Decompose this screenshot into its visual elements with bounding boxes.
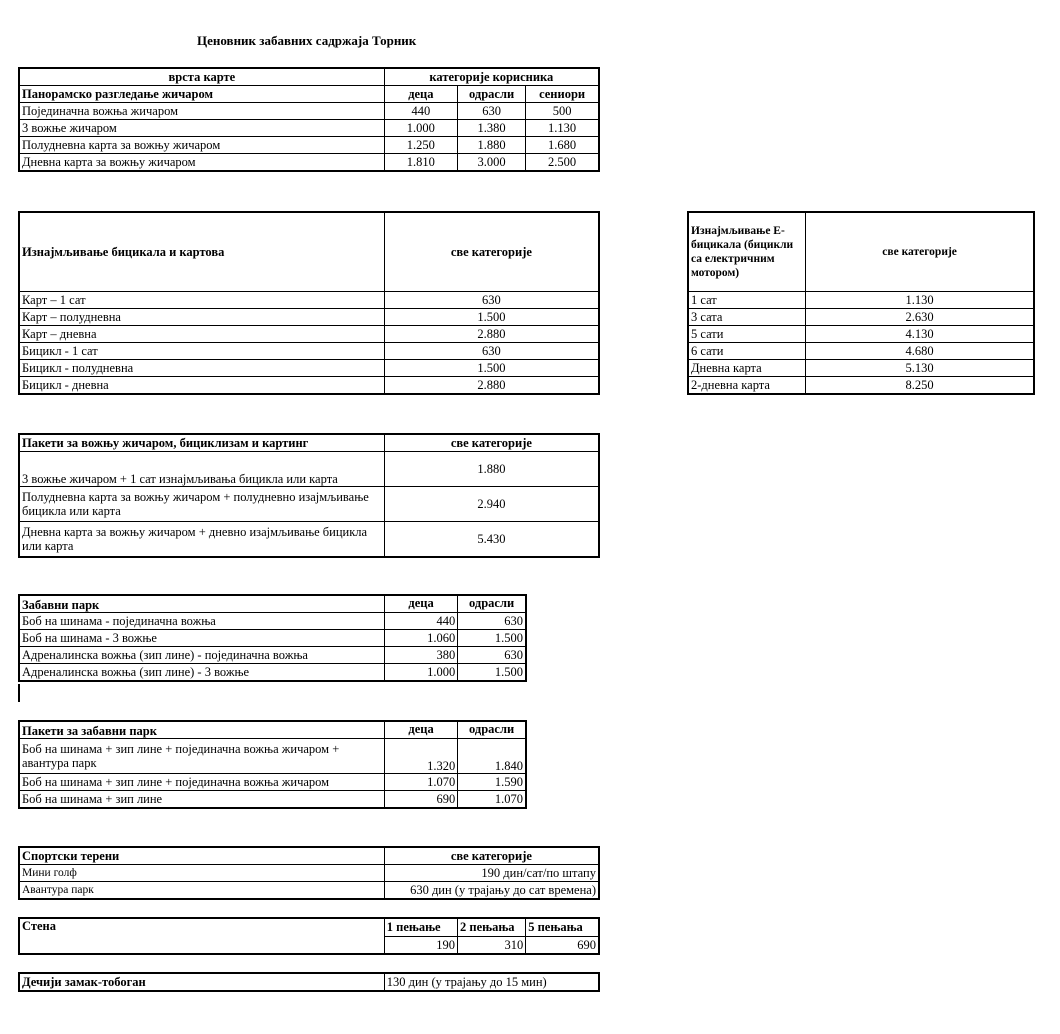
price-cell: 130 дин (у трајању до 15 мин) bbox=[384, 973, 599, 991]
col-adults: одрасли bbox=[458, 721, 526, 739]
price-cell: 500 bbox=[526, 103, 599, 120]
row-label: 6 сати bbox=[688, 343, 806, 360]
row-label: Адреналинска вожња (зип лине) - појединачна вожња bbox=[19, 647, 384, 664]
row-label: Појединачна вожња жичаром bbox=[19, 103, 384, 120]
table-row bbox=[19, 522, 599, 558]
row-label: 2-дневна карта bbox=[688, 377, 806, 395]
divider bbox=[18, 684, 20, 702]
price-cell: 1.880 bbox=[384, 452, 599, 487]
packages-header: Пакети за вожњу жичаром, бициклизам и картинг bbox=[19, 434, 384, 452]
row-label: 3 вожње жичаром + 1 сат изнајмљивања бицикла или карта bbox=[19, 452, 384, 487]
all-categories-header: све категорије bbox=[384, 847, 599, 865]
ebike-rental-header: Изнајмљивање Е-бицикала (бицикли са електричним мотором) bbox=[688, 212, 806, 292]
price-cell: 1.500 bbox=[384, 360, 599, 377]
col-adults: одрасли bbox=[457, 86, 525, 103]
row-label: Дневна карта за вожњу жичаром + дневно изајмљивање бицикла или карта bbox=[19, 522, 384, 558]
bike-rental-header: Изнајмљивање бицикала и картова bbox=[19, 212, 384, 292]
row-label: Полудневна карта за вожњу жичаром + полудневно изајмљивање бицикла или карта bbox=[19, 487, 384, 522]
table-row bbox=[688, 360, 1034, 377]
all-categories-header: све категорије bbox=[806, 212, 1034, 292]
table-row bbox=[19, 630, 526, 647]
col-one-climb: 1 пењање bbox=[384, 918, 457, 936]
price-cell: 2.500 bbox=[526, 154, 599, 172]
table-row bbox=[19, 120, 599, 137]
price-cell: 630 bbox=[384, 292, 599, 309]
row-label: 3 вожње жичаром bbox=[19, 120, 384, 137]
price-cell: 630 bbox=[458, 613, 526, 630]
all-categories-header: све категорије bbox=[384, 212, 599, 292]
price-cell: 4.130 bbox=[806, 326, 1034, 343]
ticket-type-header: врста карте bbox=[19, 68, 384, 86]
park-header: Забавни парк bbox=[19, 595, 384, 613]
price-cell: 1.680 bbox=[526, 137, 599, 154]
all-categories-header: све категорије bbox=[384, 434, 599, 452]
park-packages-table bbox=[18, 720, 527, 809]
cable-subheader: Панорамско разгледање жичаром bbox=[19, 86, 384, 103]
row-label: Бицикл - дневна bbox=[19, 377, 384, 395]
park-packages-header: Пакети за забавни парк bbox=[19, 721, 384, 739]
table-row bbox=[19, 791, 526, 809]
row-label: Боб на шинама - појединачна вожња bbox=[19, 613, 384, 630]
table-row bbox=[19, 377, 599, 395]
col-children: деца bbox=[384, 595, 457, 613]
price-cell: 3.000 bbox=[457, 154, 525, 172]
table-row bbox=[19, 865, 599, 882]
col-children: деца bbox=[384, 721, 457, 739]
price-cell: 1.810 bbox=[384, 154, 457, 172]
row-label: 1 сат bbox=[688, 292, 806, 309]
row-label: Боб на шинама + зип лине + појединачна вожња жичаром bbox=[19, 774, 384, 791]
row-label: Карт – дневна bbox=[19, 326, 384, 343]
price-cell: 2.630 bbox=[806, 309, 1034, 326]
price-cell: 1.130 bbox=[806, 292, 1034, 309]
sports-grounds-table bbox=[18, 846, 600, 900]
price-cell: 380 bbox=[384, 647, 457, 664]
kids-castle-table bbox=[18, 972, 600, 992]
price-cell: 440 bbox=[384, 613, 457, 630]
row-label: Полудневна карта за вожњу жичаром bbox=[19, 137, 384, 154]
price-cell: 2.880 bbox=[384, 326, 599, 343]
table-row bbox=[19, 664, 526, 682]
col-seniors: сениори bbox=[526, 86, 599, 103]
price-cell: 310 bbox=[458, 936, 526, 954]
table-row bbox=[688, 292, 1034, 309]
table-row bbox=[19, 137, 599, 154]
col-children: деца bbox=[384, 86, 457, 103]
price-cell: 1.840 bbox=[458, 739, 526, 774]
col-five-climbs: 5 пењања bbox=[526, 918, 599, 936]
price-cell: 8.250 bbox=[806, 377, 1034, 395]
price-cell: 630 bbox=[384, 343, 599, 360]
price-cell: 4.680 bbox=[806, 343, 1034, 360]
table-row bbox=[19, 774, 526, 791]
col-two-climbs: 2 пењања bbox=[458, 918, 526, 936]
castle-header: Дечији замак-тобоган bbox=[19, 973, 384, 991]
table-row bbox=[19, 309, 599, 326]
table-row bbox=[19, 882, 599, 900]
price-cell: 1.880 bbox=[457, 137, 525, 154]
table-row bbox=[19, 154, 599, 172]
row-label: Бицикл - полудневна bbox=[19, 360, 384, 377]
price-cell: 1.380 bbox=[457, 120, 525, 137]
row-label: Дневна карта bbox=[688, 360, 806, 377]
climbing-wall-table bbox=[18, 917, 600, 955]
table-row bbox=[19, 343, 599, 360]
row-label: Мини голф bbox=[19, 865, 384, 882]
table-row bbox=[688, 309, 1034, 326]
price-cell: 5.130 bbox=[806, 360, 1034, 377]
price-cell: 1.130 bbox=[526, 120, 599, 137]
amusement-park-table bbox=[18, 594, 527, 682]
row-label: Карт – 1 сат bbox=[19, 292, 384, 309]
row-label: Боб на шинама + зип лине bbox=[19, 791, 384, 809]
row-label: Адреналинска вожња (зип лине) - 3 вожње bbox=[19, 664, 384, 682]
price-cell: 1.250 bbox=[384, 137, 457, 154]
price-cell: 440 bbox=[384, 103, 457, 120]
user-categories-header: категорије корисника bbox=[384, 68, 599, 86]
table-row bbox=[19, 647, 526, 664]
row-label: Боб на шинама + зип лине + појединачна вожња жичаром + авантура парк bbox=[19, 739, 384, 774]
price-cell: 2.880 bbox=[384, 377, 599, 395]
ebike-rental-table bbox=[687, 211, 1035, 395]
price-cell: 1.000 bbox=[384, 120, 457, 137]
table-row bbox=[19, 613, 526, 630]
price-cell: 690 bbox=[526, 936, 599, 954]
table-row bbox=[19, 360, 599, 377]
price-cell: 190 дин/сат/по штапу bbox=[384, 865, 599, 882]
row-label: Боб на шинама - 3 вожње bbox=[19, 630, 384, 647]
row-label: Дневна карта за вожњу жичаром bbox=[19, 154, 384, 172]
price-cell: 630 bbox=[457, 103, 525, 120]
price-cell: 5.430 bbox=[384, 522, 599, 558]
table-row bbox=[19, 487, 599, 522]
table-row bbox=[19, 292, 599, 309]
price-cell: 1.500 bbox=[384, 309, 599, 326]
cable-car-price-table bbox=[18, 67, 600, 172]
page-title: Ценовник забавних садржаја Торник bbox=[197, 33, 417, 48]
price-cell: 1.320 bbox=[384, 739, 457, 774]
price-cell: 630 дин (у трајању до сат времена) bbox=[384, 882, 599, 900]
price-cell: 1.590 bbox=[458, 774, 526, 791]
table-row bbox=[19, 326, 599, 343]
table-row bbox=[688, 377, 1034, 395]
price-cell: 1.500 bbox=[458, 664, 526, 682]
wall-header: Стена bbox=[19, 918, 384, 954]
bike-kart-rental-table bbox=[18, 211, 600, 395]
row-label: Карт – полудневна bbox=[19, 309, 384, 326]
sports-header: Спортски терени bbox=[19, 847, 384, 865]
table-row bbox=[688, 343, 1034, 360]
table-row bbox=[19, 739, 526, 774]
price-cell: 1.500 bbox=[458, 630, 526, 647]
table-row bbox=[19, 103, 599, 120]
price-cell: 2.940 bbox=[384, 487, 599, 522]
price-cell: 1.000 bbox=[384, 664, 457, 682]
price-cell: 690 bbox=[384, 791, 457, 809]
row-label: Бицикл - 1 сат bbox=[19, 343, 384, 360]
price-cell: 1.060 bbox=[384, 630, 457, 647]
price-cell: 1.070 bbox=[458, 791, 526, 809]
row-label: 3 сата bbox=[688, 309, 806, 326]
price-cell: 190 bbox=[384, 936, 457, 954]
row-label: 5 сати bbox=[688, 326, 806, 343]
combo-packages-table bbox=[18, 433, 600, 558]
price-cell: 1.070 bbox=[384, 774, 457, 791]
row-label: Авантура парк bbox=[19, 882, 384, 900]
table-row bbox=[19, 452, 599, 487]
price-cell: 630 bbox=[458, 647, 526, 664]
table-row bbox=[688, 326, 1034, 343]
col-adults: одрасли bbox=[458, 595, 526, 613]
